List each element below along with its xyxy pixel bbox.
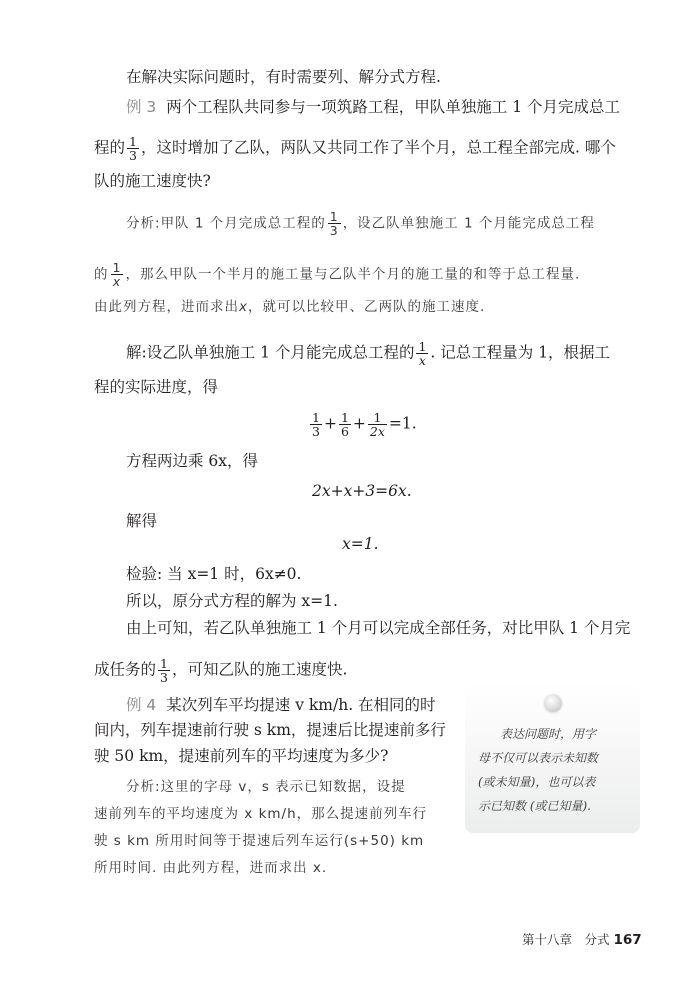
example3-line2: 程的 $\frac{1}{3}$ ，这时增加了乙队，两队又共同工作了半个月，总工程全部完成. 哪个 <box>94 134 616 163</box>
fraction-one-third: $\frac{1}{3}$ <box>329 209 339 238</box>
equation-2: 2x+x+3=6x. <box>312 482 412 500</box>
fraction-one-third: $\frac{1}{3}$ <box>160 656 168 685</box>
analysis4-line2: 速前列车的平均速度为 x km/h，那么提速前列车行 <box>94 806 428 822</box>
example4-line1: 例 4 某次列车平均提速 v km/h. 在相同的时 <box>126 696 436 714</box>
fraction-one-over-x: $\frac{1}{x}$ <box>418 339 427 368</box>
analysis3-line2: 的 $\frac{1}{x}$ ，那么甲队一个半月的施工量与乙队半个月的施工量的和等于总工程量. <box>94 260 581 289</box>
note-bullet-icon <box>544 694 562 712</box>
example4-line3: 驶 50 km，提速前列车的平均速度为多少? <box>94 747 389 765</box>
solution3-so: 所以，原分式方程的解为 x=1. <box>126 592 338 610</box>
chapter-title: 第十八章 分式 <box>522 932 610 947</box>
equation-1: $\frac{1}{3}$ + $\frac{1}{6}$ + $\frac{1}{2x}$ =1. <box>312 410 417 439</box>
analysis3-label: 分析: <box>126 215 161 232</box>
solution3-conclusion-line2: 成任务的 $\frac{1}{3}$ ，可知乙队的施工速度快. <box>94 656 348 685</box>
example3-line3: 队的施工速度快? <box>94 172 211 190</box>
solution3-check: 检验: 当 x=1 时，6x≠0. <box>126 565 302 583</box>
page-number: 167 <box>613 932 642 948</box>
solution3-step2: 方程两边乘 6x，得 <box>126 452 259 470</box>
intro-text: 在解决实际问题时，有时需要列、解分式方程. <box>126 68 441 86</box>
solution3-line2: 程的实际进度，得 <box>94 378 219 396</box>
solution3-label: 解: <box>126 343 147 362</box>
note-line-3: (或未知量)，也可以表 <box>478 775 596 789</box>
example4-label: 例 4 <box>126 696 157 714</box>
analysis4-line4: 所用时间. 由此列方程，进而求出 x. <box>94 860 328 876</box>
analysis4-line3: 驶 s km 所用时间等于提速后列车运行(s+50) km <box>94 833 425 849</box>
analysis3-line1: 分析:甲队 1 个月完成总工程的 $\frac{1}{3}$ ，设乙队单独施工 1 个月能完成总工程 <box>126 209 595 238</box>
analysis3-line3: 由此列方程，进而求出x，就可以比较甲、乙两队的施工速度. <box>94 299 486 315</box>
page-footer <box>522 932 642 948</box>
equation-3: x=1. <box>342 535 379 553</box>
note-line-1: 表达问题时，用字 <box>500 727 597 741</box>
solution3-line1: 解:设乙队单独施工 1 个月能完成总工程的 $\frac{1}{x}$ . 记总工程量为 1，根据工 <box>126 339 611 368</box>
example3-line1: 例 3 两个工程队共同参与一项筑路工程，甲队单独施工 1 个月完成总工 <box>126 98 621 116</box>
example4-line2: 间内，列车提速前行驶 s km，提速后比提速前多行 <box>94 721 446 739</box>
analysis4-label: 分析: <box>126 779 161 795</box>
note-line-2: 母不仅可以表示未知数 <box>478 751 599 765</box>
solution3-conclusion-line1: 由上可知，若乙队单独施工 1 个月可以完成全部任务，对比甲队 1 个月完 <box>126 619 631 637</box>
note-line-4: 示已知数 (或已知量). <box>478 799 591 813</box>
example3-label: 例 3 <box>126 98 157 116</box>
fraction-one-third: $\frac{1}{3}$ <box>129 134 137 163</box>
solution3-step3: 解得 <box>126 512 158 530</box>
analysis4-line1: 分析:这里的字母 v，s 表示已知数据，设提 <box>126 779 406 795</box>
fraction-one-over-x: $\frac{1}{x}$ <box>112 260 122 289</box>
